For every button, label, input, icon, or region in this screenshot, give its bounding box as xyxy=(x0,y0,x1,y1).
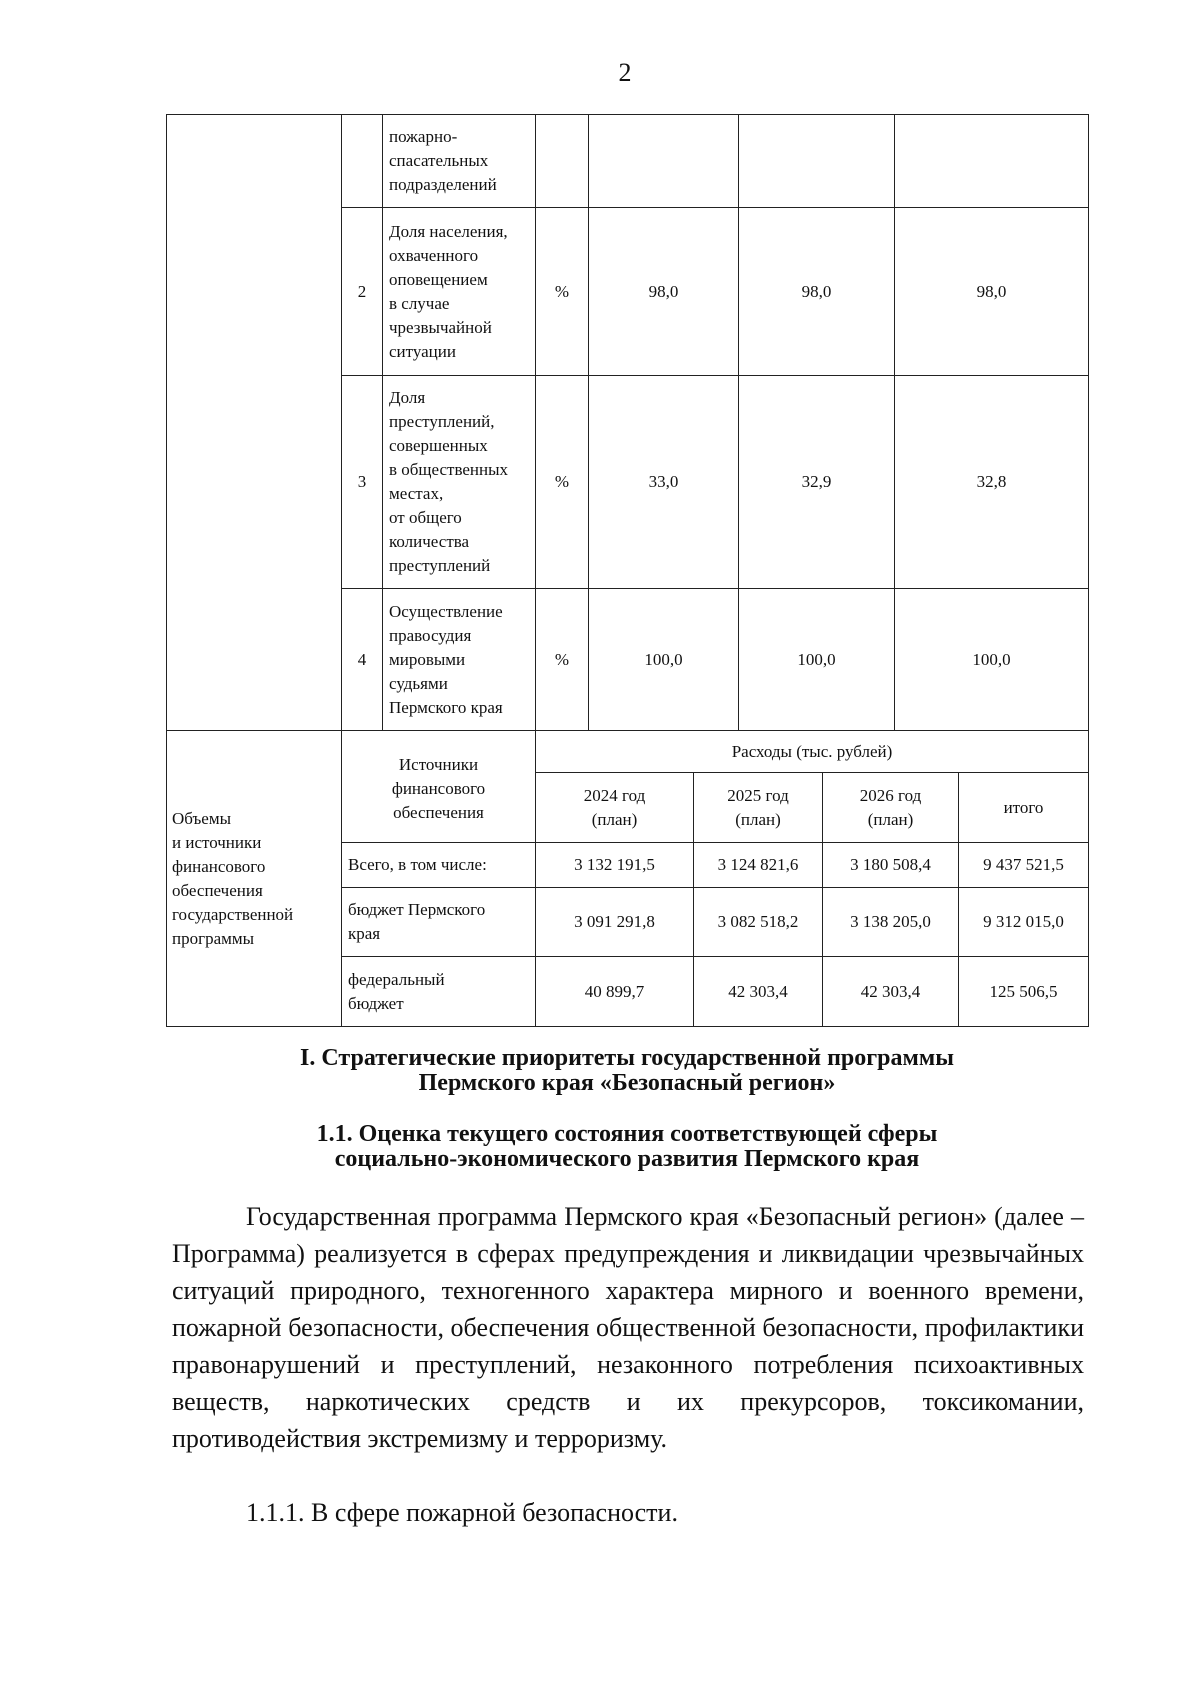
row-number: 2 xyxy=(342,208,383,376)
indicator-name-text: Доля преступлений, совершенных в общественных местах, от общего количества преступлений xyxy=(389,388,509,575)
table-row xyxy=(167,731,1089,773)
value-2025: 98,0 xyxy=(739,208,895,376)
year-header-2025 xyxy=(694,773,823,843)
indicator-name xyxy=(383,376,536,589)
value-2026: 32,8 xyxy=(895,376,1089,589)
amount-cell: 3 082 518,2 xyxy=(694,888,823,957)
value-2024: 100,0 xyxy=(589,589,739,731)
value-2024 xyxy=(589,115,739,208)
source-name xyxy=(342,957,536,1027)
source-name-text: Всего, в том числе: xyxy=(348,855,487,874)
source-name-text: федеральный бюджет xyxy=(348,969,445,1013)
body-paragraph: Государственная программа Пермского края «Безопасный регион» (далее – Программа) реализуется в сферах предупреждения и ликвидации чрезвычайных ситуаций природного, техногенного характера мирного и военного времени, пожарной безопасности, обеспечения общественной безопасности, профилактики правонарушений и преступлений, незаконного потребления психоактивных веществ, наркотических средств и их прекурсоров, токсикомании, противодействия экстремизму и терроризму. xyxy=(172,1202,1084,1453)
amount-cell: 3 138 205,0 xyxy=(823,888,959,957)
row-number: 4 xyxy=(342,589,383,731)
sources-header-text: Источники финансового обеспечения xyxy=(391,755,486,822)
financing-section-label xyxy=(167,731,342,1027)
year-header-text: 2025 год (план) xyxy=(727,785,789,829)
total-header xyxy=(959,773,1089,843)
amount-cell: 125 506,5 xyxy=(959,957,1089,1027)
row-number xyxy=(342,115,383,208)
value-2026: 98,0 xyxy=(895,208,1089,376)
indicator-name-text: пожарно- спасательных подразделений xyxy=(389,127,497,194)
source-name xyxy=(342,843,536,888)
value-2025: 32,9 xyxy=(739,376,895,589)
row-number: 3 xyxy=(342,376,383,589)
amount-cell: 3 132 191,5 xyxy=(536,843,694,888)
value-2024: 33,0 xyxy=(589,376,739,589)
subsection-heading: 1.1. Оценка текущего состояния соответствующей сферы социально-экономического развития Пермского края xyxy=(316,1121,938,1172)
amount-cell: 42 303,4 xyxy=(694,957,823,1027)
amount-cell: 9 312 015,0 xyxy=(959,888,1089,957)
year-header-text: 2024 год (план) xyxy=(583,785,646,829)
amount-cell: 40 899,7 xyxy=(536,957,694,1027)
source-name xyxy=(342,888,536,957)
source-name-text: бюджет Пермского края xyxy=(348,900,486,943)
indicators-table xyxy=(166,114,1089,731)
total-header-text: итого xyxy=(1003,797,1044,817)
table-row xyxy=(167,115,1089,208)
indicator-name-text: Доля населения, охваченного оповещением в случае чрезвычайной ситуации xyxy=(389,221,508,361)
value-2025 xyxy=(739,115,895,208)
amount-cell: 3 180 508,4 xyxy=(823,843,959,888)
value-2026: 100,0 xyxy=(895,589,1089,731)
year-header-2024 xyxy=(536,773,694,843)
empty-label-cell xyxy=(167,115,342,731)
indicator-name xyxy=(383,589,536,731)
sources-header xyxy=(342,731,536,843)
year-header-2026 xyxy=(823,773,959,843)
value-2026 xyxy=(895,115,1089,208)
indicator-unit xyxy=(536,115,589,208)
value-2024: 98,0 xyxy=(589,208,739,376)
amount-cell: 9 437 521,5 xyxy=(959,843,1089,888)
indicator-unit: % xyxy=(536,589,589,731)
page-number: 2 xyxy=(618,58,632,87)
indicator-unit: % xyxy=(536,376,589,589)
financing-table xyxy=(166,730,1089,1027)
indicator-name xyxy=(383,208,536,376)
year-header-text: 2026 год (план) xyxy=(859,785,922,829)
subsection-title: 1.1.1. В сфере пожарной безопасности. xyxy=(246,1498,678,1527)
amount-cell: 3 124 821,6 xyxy=(694,843,823,888)
financing-section-label-text: Объемы и источники финансового обеспечения государственной программы xyxy=(172,808,294,948)
expenses-header: Расходы (тыс. рублей) xyxy=(536,731,1089,773)
value-2025: 100,0 xyxy=(739,589,895,731)
indicator-unit: % xyxy=(536,208,589,376)
amount-cell: 42 303,4 xyxy=(823,957,959,1027)
section-heading: I. Стратегические приоритеты государственной программы Пермского края «Безопасный регион» xyxy=(300,1045,954,1096)
amount-cell: 3 091 291,8 xyxy=(536,888,694,957)
indicator-name-text: Осуществление правосудия мировыми судьями Пермского края xyxy=(389,601,503,717)
indicator-name xyxy=(383,115,536,208)
